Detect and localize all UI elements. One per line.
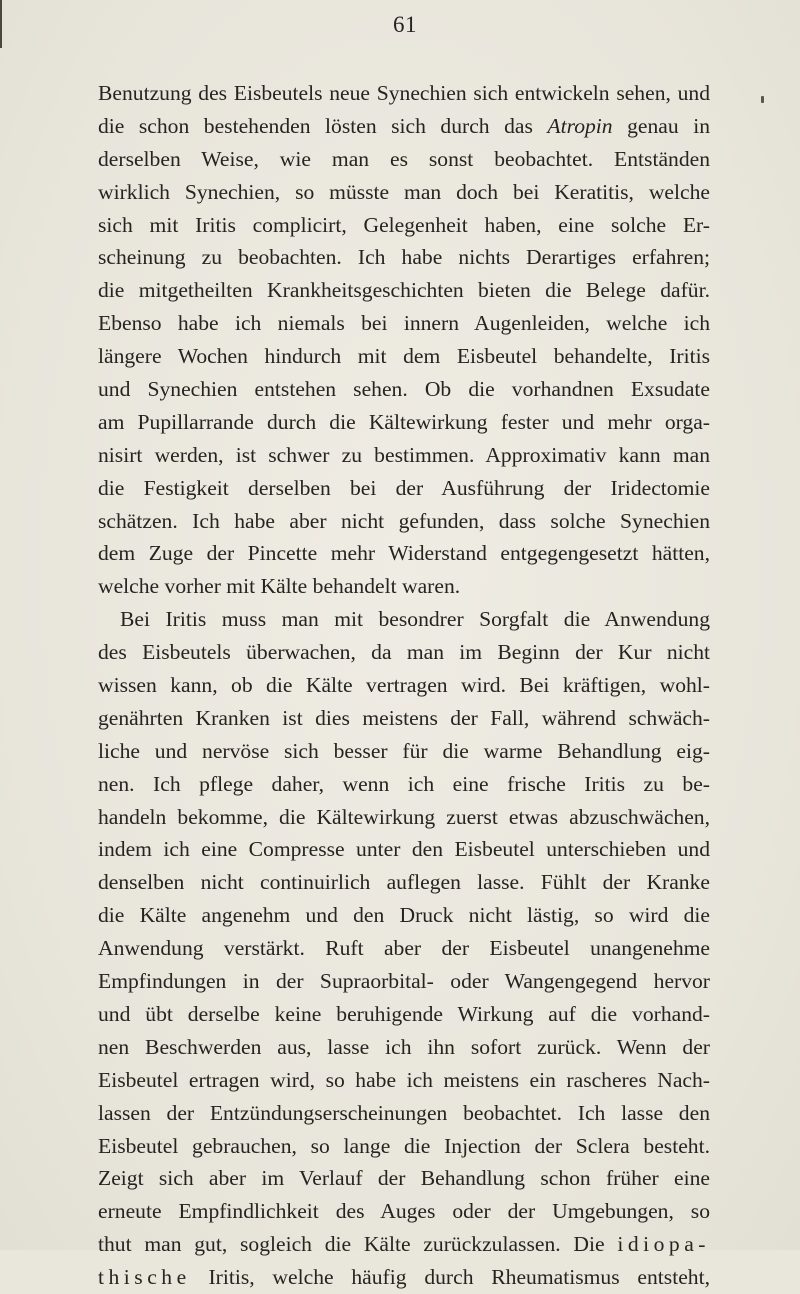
- text-line: [98, 1130, 710, 1163]
- text-line: [98, 603, 710, 636]
- text-segment: welche vorher mit Kälte behandelt waren.: [98, 574, 461, 599]
- text-segment: schätzen. Ich habe aber nicht gefunden, dass solche Synechien: [98, 508, 710, 533]
- text-segment: Bei Iritis muss man mit besondrer Sorgfalt die Anwendung: [120, 607, 710, 632]
- text-line: [98, 143, 710, 176]
- text-segment: nen Beschwerden aus, lasse ich ihn sofort zurück. Wenn der: [98, 1034, 710, 1059]
- text-segment: nen. Ich pflege daher, wenn ich eine frische Iritis zu be-: [98, 771, 710, 796]
- text-segment: die mitgetheilten Krankheitsgeschichten bieten die Belege dafür.: [98, 278, 710, 303]
- text-segment: sich mit Iritis complicirt, Gelegenheit haben, eine solche Er-: [98, 212, 710, 237]
- text-line: [98, 998, 710, 1031]
- text-line: [98, 209, 710, 242]
- text-line: [98, 1228, 710, 1261]
- text-line: [98, 406, 710, 439]
- text-line: [98, 537, 710, 570]
- text-line: [98, 439, 710, 472]
- text-segment: derselben Weise, wie man es sonst beobachtet. Entständen: [98, 146, 710, 171]
- text-segment: die Festigkeit derselben bei der Ausführung der Iridectomie: [98, 475, 710, 500]
- text-segment: dem Zuge der Pincette mehr Widerstand entgegengesetzt hätten,: [98, 541, 710, 566]
- text-line: [98, 899, 710, 932]
- text-line: [98, 274, 710, 307]
- text-line: [98, 1162, 710, 1195]
- text-line: [98, 833, 710, 866]
- text-line: [98, 866, 710, 899]
- text-segment: genährten Kranken ist dies meistens der Fall, während schwäch-: [98, 705, 710, 730]
- text-line: [98, 340, 710, 373]
- text-segment: Zeigt sich aber im Verlauf der Behandlung schon früher eine: [98, 1166, 710, 1191]
- text-line: [98, 176, 710, 209]
- text-line: [98, 1031, 710, 1064]
- text-line: [98, 636, 710, 669]
- text-segment: erneute Empfindlichkeit des Auges oder der Umgebungen, so: [98, 1199, 710, 1224]
- text-segment: die schon bestehenden lösten sich durch das: [98, 113, 548, 138]
- page-edge-line: [0, 0, 2, 48]
- text-segment: am Pupillarrande durch die Kältewirkung fester und mehr orga-: [98, 409, 710, 434]
- text-line: [98, 241, 710, 274]
- text-line: [98, 702, 710, 735]
- text-line: [98, 110, 710, 143]
- text-line: [98, 801, 710, 834]
- text-line: [98, 1064, 710, 1097]
- text-line: [98, 669, 710, 702]
- text-segment: Iritis, welche häufig durch Rheumatismus entsteht,: [190, 1265, 710, 1290]
- text-line: [98, 932, 710, 965]
- margin-mark: [761, 96, 764, 103]
- spaced-text: thische: [98, 1265, 191, 1290]
- text-segment: scheinung zu beobachten. Ich habe nichts Derartiges erfahren;: [98, 245, 710, 270]
- text-segment: handeln bekomme, die Kältewirkung zuerst etwas abzuschwächen,: [98, 804, 710, 829]
- text-segment: Ebenso habe ich niemals bei innern Augenleiden, welche ich: [98, 311, 710, 336]
- text-segment: Benutzung des Eisbeutels neue Synechien sich entwickeln sehen, und: [98, 81, 710, 105]
- text-line: [98, 472, 710, 505]
- text-line: [98, 505, 710, 538]
- text-segment: Eisbeutel ertragen wird, so habe ich meistens ein rascheres Nach-: [98, 1067, 710, 1092]
- text-segment: die Kälte angenehm und den Druck nicht lästig, so wird die: [98, 903, 710, 928]
- text-segment: und Synechien entstehen sehen. Ob die vorhandnen Exsudate: [98, 377, 710, 402]
- text-segment: lassen der Entzündungserscheinungen beobachtet. Ich lasse den: [98, 1100, 710, 1125]
- text-segment: Eisbeutel gebrauchen, so lange die Injection der Sclera besteht.: [98, 1133, 710, 1158]
- page-number: 61: [393, 12, 417, 37]
- text-line: [98, 373, 710, 406]
- body-text: [98, 77, 710, 1294]
- text-line: [98, 768, 710, 801]
- text-segment: des Eisbeutels überwachen, da man im Beginn der Kur nicht: [98, 640, 710, 665]
- italic-text: Atropin: [547, 113, 613, 138]
- text-segment: nisirt werden, ist schwer zu bestimmen. Approximativ kann man: [98, 442, 710, 467]
- text-segment: liche und nervöse sich besser für die warme Behandlung eig-: [98, 738, 710, 763]
- text-line: [98, 1097, 710, 1130]
- text-segment: thut man gut, sogleich die Kälte zurückzulassen. Die: [98, 1232, 618, 1257]
- text-line: [98, 965, 710, 998]
- text-segment: indem ich eine Compresse unter den Eisbeutel unterschieben und: [98, 837, 710, 862]
- text-segment: wissen kann, ob die Kälte vertragen wird. Bei kräftigen, wohl-: [98, 673, 710, 698]
- text-segment: wirklich Synechien, so müsste man doch bei Keratitis, welche: [98, 179, 710, 204]
- text-segment: längere Wochen hindurch mit dem Eisbeutel behandelte, Iritis: [98, 344, 710, 369]
- text-segment: genau in: [612, 113, 710, 138]
- spaced-text: idiopa-: [617, 1232, 710, 1257]
- text-segment: Empfindungen in der Supraorbital- oder Wangengegend hervor: [98, 969, 710, 994]
- text-segment: denselben nicht continuirlich auflegen lasse. Fühlt der Kranke: [98, 870, 710, 895]
- text-line: [98, 1195, 710, 1228]
- text-line: [98, 1261, 710, 1294]
- text-line: [98, 570, 710, 603]
- text-segment: Anwendung verstärkt. Ruft aber der Eisbeutel unangenehme: [98, 936, 710, 961]
- text-line: [98, 77, 710, 110]
- text-line: [98, 307, 710, 340]
- text-segment: und übt derselbe keine beruhigende Wirkung auf die vorhand-: [98, 1001, 710, 1026]
- text-line: [98, 735, 710, 768]
